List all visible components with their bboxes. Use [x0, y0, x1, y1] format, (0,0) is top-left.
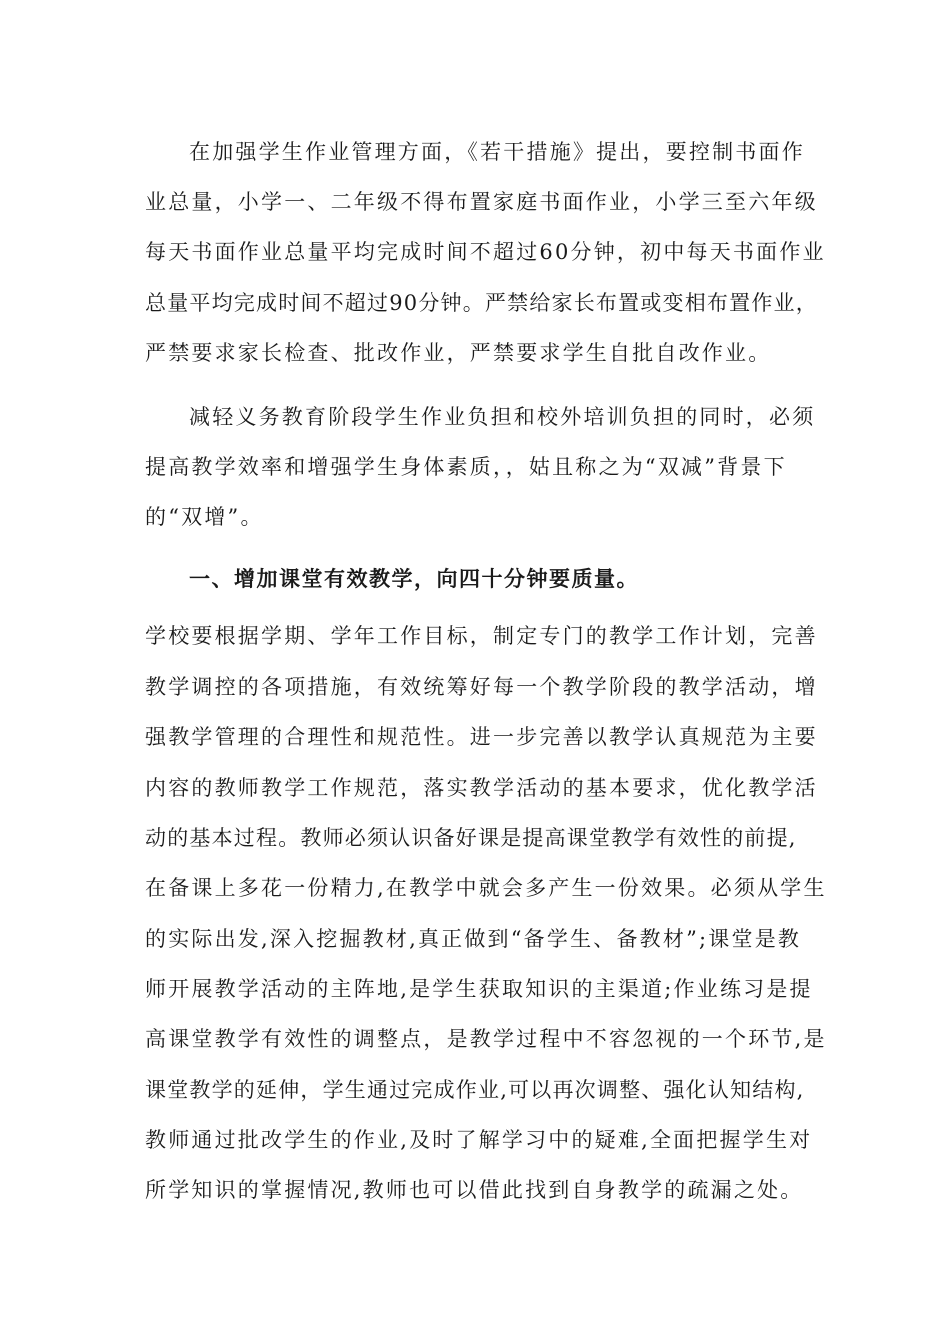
paragraph-2-line-1: 减轻义务教育阶段学生作业负担和校外培训负担的同时，必须	[189, 405, 816, 429]
body-line-3: 强教学管理的合理性和规范性。进一步完善以教学认真规范为主要	[145, 725, 818, 749]
section-heading: 一、增加课堂有效教学，向四十分钟要质量。	[189, 566, 639, 591]
body-line-1: 学校要根据学期、学年工作目标，制定专门的教学工作计划，完善	[145, 624, 818, 648]
body-line-12: 所学知识的掌握情况,教师也可以借此找到自身教学的疏漏之处。	[145, 1178, 804, 1202]
paragraph-1-line-3: 每天书面作业总量平均完成时间不超过60分钟，初中每天书面作业	[145, 240, 826, 264]
paragraph-1-line-2: 业总量，小学一、二年级不得布置家庭书面作业，小学三至六年级	[145, 190, 818, 214]
paragraph-1-line-4: 总量平均完成时间不超过90分钟。严禁给家长布置或变相布置作业，	[145, 291, 818, 315]
body-line-10: 课堂教学的延伸，学生通过完成作业,可以再次调整、强化认知结构,	[145, 1078, 805, 1102]
paragraph-1-line-1: 在加强学生作业管理方面，《若干措施》提出，要控制书面作	[189, 140, 805, 164]
body-line-5: 动的基本过程。教师必须认识备好课是提高课堂教学有效性的前提,	[145, 826, 797, 850]
body-line-9: 高课堂教学有效性的调整点，是教学过程中不容忽视的一个环节,是	[145, 1027, 827, 1051]
body-line-7: 的实际出发,深入挖掘教材,真正做到“备学生、备教材”;课堂是教	[145, 927, 802, 951]
body-line-11: 教师通过批改学生的作业,及时了解学习中的疑难,全面把握学生对	[145, 1128, 813, 1152]
paragraph-2-line-2: 提高教学效率和增强学生身体素质，，姑且称之为“双减”背景下	[145, 455, 787, 479]
body-line-2: 教学调控的各项措施，有效统筹好每一个教学阶段的教学活动，增	[145, 675, 818, 699]
body-line-4: 内容的教师教学工作规范，落实教学活动的基本要求，优化教学活	[145, 776, 818, 800]
body-line-6: 在备课上多花一份精力,在教学中就会多产生一份效果。必须从学生	[145, 876, 827, 900]
paragraph-2-line-3: 的“双增”。	[145, 505, 264, 529]
body-line-8: 师开展教学活动的主阵地,是学生获取知识的主渠道;作业练习是提	[145, 977, 813, 1001]
paragraph-1-line-5: 严禁要求家长检查、批改作业，严禁要求学生自批自改作业。	[145, 341, 772, 365]
